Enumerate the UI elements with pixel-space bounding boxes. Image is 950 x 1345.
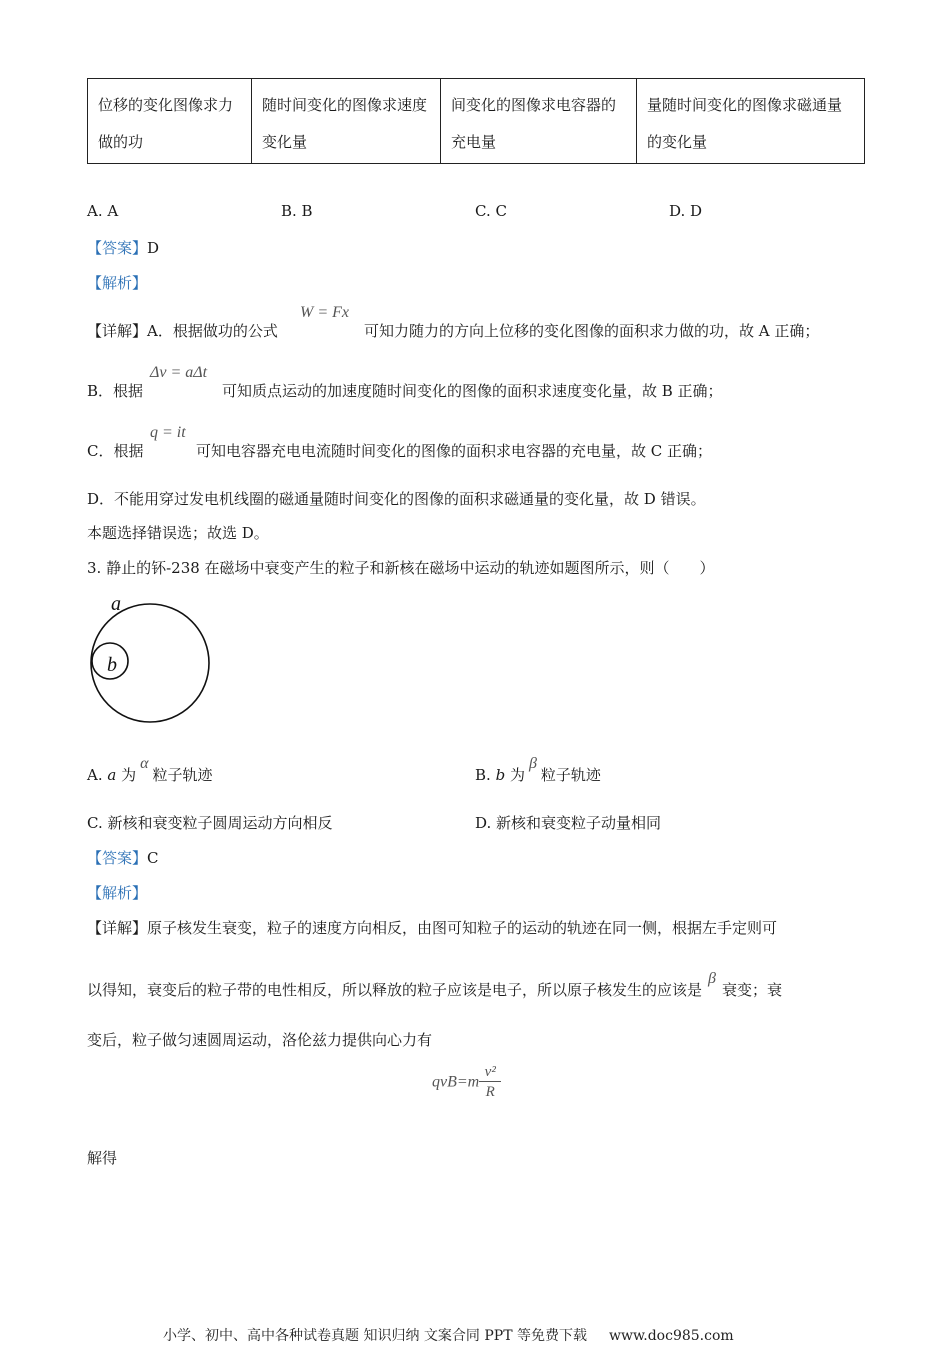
table-cell: 位移的变化图像求力做的功 [88,79,252,164]
q2-detail-line-a [87,320,278,341]
q2-option-d: D. D [669,202,703,220]
footer-text: 小学、初中、高中各种试卷真题 知识归纳 文案合同 PPT 等免费下载 [163,1328,587,1344]
q3-detail-line-2 [87,970,782,1000]
alpha-symbol: α [140,755,149,772]
answer-tag: 【答案】 [87,239,148,257]
q3-detail-line-3: 变后，粒子做匀速圆周运动，洛伦兹力提供向心力有 [87,1031,433,1049]
answer-value: D [147,239,160,257]
text: A．根据做功的公式 [147,322,278,340]
q3-detail-line-1 [87,917,777,938]
table-cell: 间变化的图像求电容器的充电量 [441,79,637,164]
fraction [479,1063,501,1102]
q2-option-b: B. B [281,202,313,220]
q2-detail-line-c: C．根据 [87,442,144,460]
fraction-numerator: v² [484,1064,496,1080]
q3-option-c: C. 新核和衰变粒子圆周运动方向相反 [87,814,333,832]
q2-detail-line-d: D．不能用穿过发电机线圈的磁通量随时间变化的图像的面积求磁通量的变化量，故 D 错误。 [87,490,706,508]
q2-option-a: A. A [87,202,119,220]
lorentz-equation [432,1063,501,1102]
label-b: b [107,654,117,676]
q3-option-d: D. 新核和衰变粒子动量相同 [475,814,662,832]
footer-url[interactable]: www.doc985.com [608,1328,734,1344]
q2-answer [87,237,159,258]
q3-answer [87,847,159,868]
q3-option-b [475,755,601,785]
q2-option-c: C. C [475,202,507,220]
variable: b [495,766,506,784]
q2-detail-line-b-tail: 可知质点运动的加速度随时间变化的图像的面积求速度变化量，故 B 正确； [222,382,723,400]
fraction-denominator: R [485,1084,495,1100]
q2-detail-line-a-tail: 可知力随力的方向上位移的变化图像的面积求力做的功，故 A 正确； [364,322,820,340]
text: 原子核发生衰变，粒子的速度方向相反，由图可知粒子的运动的轨迹在同一侧，根据左手定则可 [147,919,778,937]
trajectory-figure [85,588,225,728]
text: 衰变；衰 [721,981,782,999]
table-cell: 量随时间变化的图像求磁通量的变化量 [637,79,865,164]
variable: a [107,766,117,784]
equation-lhs: qvB=m [432,1073,480,1091]
formula-charge: q = it [150,424,186,441]
q2-conclusion: 本题选择错误选；故选 D。 [87,524,269,542]
text: 粒子轨迹 [540,766,601,784]
text: B. [475,766,496,784]
footer [163,1325,734,1345]
detail-tag: 【详解】 [87,919,148,937]
options-table [87,78,865,164]
formula-work: W = Fx [300,304,349,321]
answer-value: C [147,849,159,867]
beta-symbol: β [528,755,537,772]
text: 为 [116,766,137,784]
q2-detail-line-c-tail: 可知电容器充电电流随时间变化的图像的面积求电容器的充电量，故 C 正确； [196,442,713,460]
detail-tag: 【详解】 [87,322,148,340]
beta-symbol: β [708,970,716,987]
q3-stem: 3. 静止的钚-238 在磁场中衰变产生的粒子和新核在磁场中运动的轨迹如题图所示，则（ ） [87,559,715,577]
text: A. [87,766,108,784]
text: 为 [505,766,525,784]
label-a: a [111,593,121,615]
text: 粒子轨迹 [152,766,213,784]
q2-detail-line-b: B．根据 [87,382,144,400]
q3-option-a [87,755,213,785]
q2-analysis-tag: 【解析】 [87,274,148,292]
answer-tag: 【答案】 [87,849,148,867]
formula-velocity: Δv = aΔt [150,364,208,381]
text: 以得知，衰变后的粒子带的电性相反，所以释放的粒子应该是电子，所以原子核发生的应该是 [87,981,703,999]
q3-analysis-tag: 【解析】 [87,884,148,902]
q3-solve: 解得 [87,1149,118,1167]
table-cell: 随时间变化的图像求速度变化量 [252,79,441,164]
